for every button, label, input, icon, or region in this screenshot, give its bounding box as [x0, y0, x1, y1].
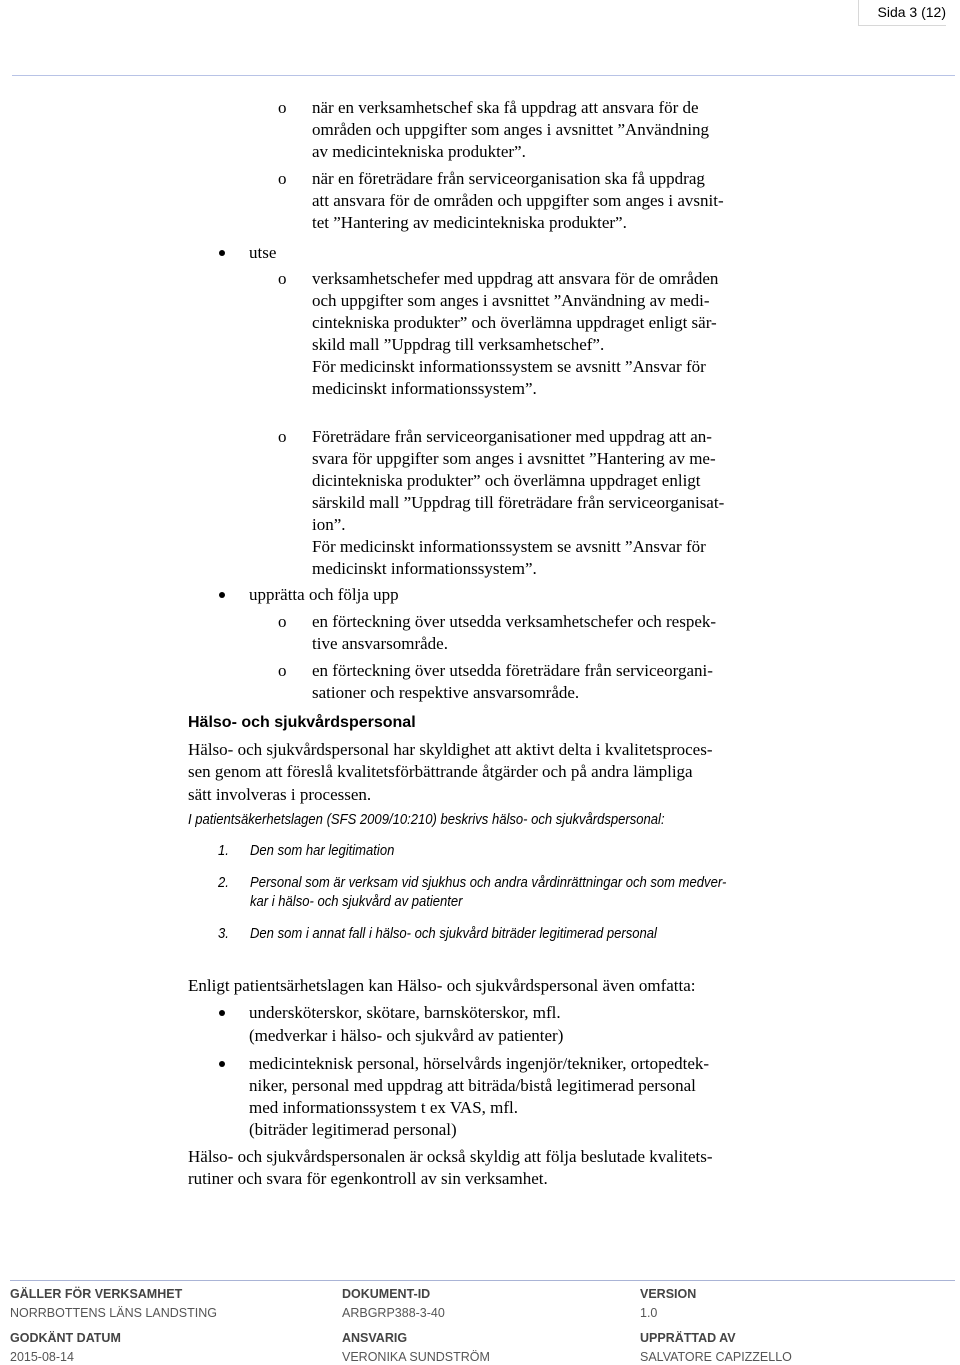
law-item-line: Den som har legitimation: [250, 843, 395, 859]
text-line: skild mall ”Uppdrag till verksamhetschef”.: [312, 335, 605, 354]
law-item-line: Den som i annat fall i hälso- och sjukvård biträder legitimerad personal: [250, 926, 657, 942]
text-line: när en verksamhetschef ska få uppdrag att ansvara för de: [312, 98, 699, 117]
text-line: områden och uppgifter som anges i avsnittet ”Användning: [312, 120, 710, 139]
footer-docid-label: DOKUMENT-ID: [342, 1287, 431, 1301]
sub-bullet-marker: o: [278, 661, 287, 680]
extended-intro: Enligt patientsärhetslagen kan Hälso- och sjukvårdspersonal även omfatta:: [188, 976, 696, 995]
paragraph-line: sätt involveras i processen.: [188, 785, 372, 804]
list-number: 1.: [218, 843, 229, 859]
text-line: en förteckning över utsedda företrädare från serviceorgani-: [312, 661, 713, 680]
bullet-label-utse: utse: [249, 243, 277, 262]
header-rule: [12, 75, 955, 76]
closing-line: rutiner och svara för egenkontroll av sin verksamhet.: [188, 1169, 548, 1188]
law-item-line: Personal som är verksam vid sjukhus och andra vårdinrättningar och som medver-: [250, 875, 727, 891]
text-line: dicintekniska produkter” och överlämna uppdraget enligt: [312, 471, 701, 490]
law-item-line: kar i hälso- och sjukvård av patienter: [250, 894, 463, 910]
bullet-line: undersköterskor, skötare, barnsköterskor, mfl.: [249, 1003, 561, 1022]
text-line: verksamhetschefer med uppdrag att ansvara för de områden: [312, 269, 719, 288]
footer-docid-value: ARBGRP388-3-40: [342, 1306, 445, 1320]
law-intro: I patientsäkerhetslagen (SFS 2009/10:210) beskrivs hälso- och sjukvårdspersonal:: [188, 812, 665, 828]
text-line: För medicinskt informationssystem se avsnitt ”Ansvar för: [312, 537, 706, 556]
footer-responsible-value: VERONIKA SUNDSTRÖM: [342, 1350, 490, 1364]
footer-applies-value: NORRBOTTENS LÄNS LANDSTING: [10, 1306, 217, 1320]
bullet-line: medicinteknisk personal, hörselvårds ingenjör/tekniker, ortopedtek-: [249, 1054, 710, 1073]
sub-bullet-marker: o: [278, 612, 287, 631]
footer-approved-value: 2015-08-14: [10, 1350, 74, 1364]
text-line: svara för uppgifter som anges i avsnittet ”Hantering av me-: [312, 449, 716, 468]
footer-approved-label: GODKÄNT DATUM: [10, 1331, 121, 1345]
list-number: 3.: [218, 926, 229, 942]
footer-created-label: UPPRÄTTAD AV: [640, 1331, 736, 1345]
footer-version-label: VERSION: [640, 1287, 697, 1301]
text-line: av medicintekniska produkter”.: [312, 142, 526, 161]
text-line: tive ansvarsområde.: [312, 634, 448, 653]
bullet-dot: [219, 250, 225, 256]
text-line: särskild mall ”Uppdrag till företrädare från serviceorganisat-: [312, 493, 725, 512]
list-number: 2.: [218, 875, 229, 891]
sub-bullet-marker: o: [278, 169, 287, 188]
paragraph-line: sen genom att föreslå kvalitetsförbättrande åtgärder och på andra lämpliga: [188, 762, 693, 781]
bullet-dot: [219, 592, 225, 598]
text-line: tet ”Hantering av medicintekniska produkter”.: [312, 213, 627, 232]
sub-bullet-marker: o: [278, 427, 287, 446]
bullet-line: med informationssystem t ex VAS, mfl.: [249, 1098, 519, 1117]
text-line: För medicinskt informationssystem se avsnitt ”Ansvar för: [312, 357, 706, 376]
paragraph-line: Hälso- och sjukvårdspersonal har skyldighet att aktivt delta i kvalitetsproces-: [188, 740, 713, 759]
text-line: medicinskt informationssystem”.: [312, 379, 537, 398]
bullet-dot: [219, 1010, 225, 1016]
bullet-line: (medverkar i hälso- och sjukvård av patienter): [249, 1026, 564, 1045]
text-line: sationer och respektive ansvarsområde.: [312, 683, 580, 702]
sub-bullet-marker: o: [278, 269, 287, 288]
text-line: en förteckning över utsedda verksamhetschefer och respek-: [312, 612, 717, 631]
text-line: när en företrädare från serviceorganisation ska få uppdrag: [312, 169, 705, 188]
text-line: ion”.: [312, 515, 346, 534]
text-line: Företrädare från serviceorganisationer med uppdrag att an-: [312, 427, 712, 446]
page-number: Sida 3 (12): [858, 0, 946, 26]
text-line: att ansvara för de områden och uppgifter som anges i avsnit-: [312, 191, 724, 210]
footer-responsible-label: ANSVARIG: [342, 1331, 408, 1345]
bullet-dot: [219, 1061, 225, 1067]
sub-bullet-marker: o: [278, 98, 287, 117]
footer-version-value: 1.0: [640, 1306, 658, 1320]
text-line: medicinskt informationssystem”.: [312, 559, 537, 578]
bullet-line: niker, personal med uppdrag att biträda/bistå legitimerad personal: [249, 1076, 696, 1095]
closing-line: Hälso- och sjukvårdspersonalen är också skyldig att följa beslutade kvalitets-: [188, 1147, 713, 1166]
text-line: och uppgifter som anges i avsnittet ”Användning av medi-: [312, 291, 710, 310]
footer-created-value: SALVATORE CAPIZZELLO: [640, 1350, 792, 1364]
footer-applies-label: GÄLLER FÖR VERKSAMHET: [10, 1287, 183, 1301]
section-heading: Hälso- och sjukvårdspersonal: [188, 714, 416, 731]
footer-rule: [10, 1280, 955, 1281]
text-line: cintekniska produkter” och överlämna uppdraget enligt sär-: [312, 313, 717, 332]
bullet-line: (biträder legitimerad personal): [249, 1120, 457, 1139]
bullet-label-upprätta: upprätta och följa upp: [249, 585, 399, 604]
